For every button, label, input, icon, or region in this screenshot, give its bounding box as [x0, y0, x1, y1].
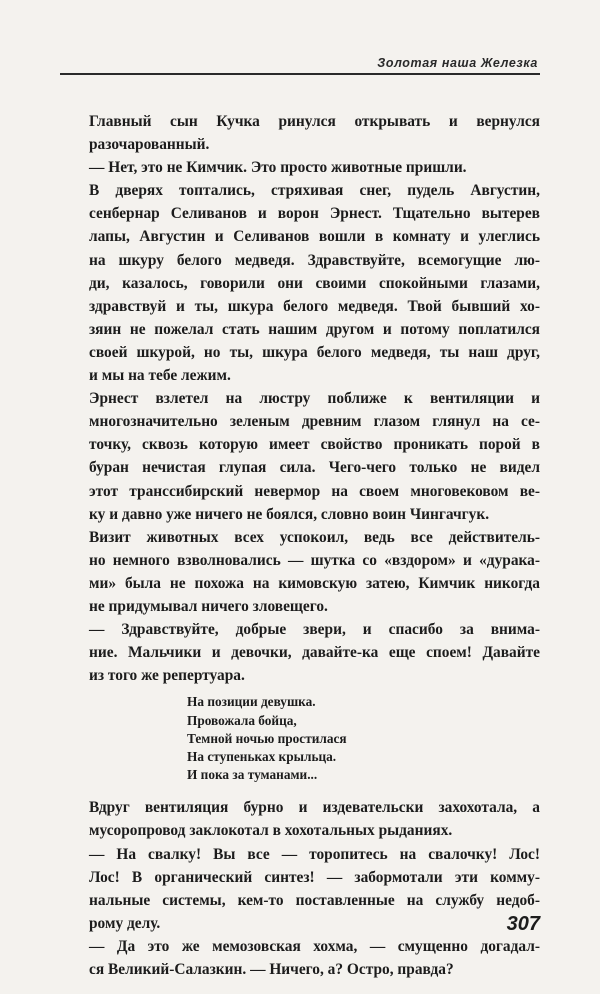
paragraph	[89, 387, 540, 526]
text-line: Главный сын Кучка ринулся открывать и вернулся	[89, 113, 540, 130]
text-line: здравствуй и ты, шкура белого медведя. Твой бывший хо-	[89, 297, 540, 315]
text-line: из того же репертуара.	[89, 667, 245, 685]
text-line: Лос! В органический синтез! — забормотали эти комму-	[89, 868, 540, 886]
text-line: разочарованный.	[89, 136, 210, 154]
paragraph	[89, 618, 540, 687]
paragraph	[89, 935, 540, 981]
text-line: своей шкурой, но ты, шкура белого медведя, ты наш друг,	[89, 343, 540, 361]
text-line: буран нечистая глупая сила. Чего-чего только не видел	[89, 459, 540, 477]
text-line: ку и давно уже ничего не боялся, словно воин Чингачгук.	[89, 505, 490, 523]
poem-line: На позиции девушка.	[187, 694, 316, 710]
text-line: — Здравствуйте, добрые звери, и спасибо за внима-	[89, 621, 540, 639]
text-line: мусоропровод заклокотал в хохотальных рыданиях.	[89, 822, 453, 840]
text-line: не придумывал ничего зловещего.	[89, 597, 328, 615]
text-line: этот транссибирский невермор на своем многовековом ве-	[89, 482, 540, 500]
text-line: лапы, Августин и Селиванов вошли в комнату и улеглись	[89, 228, 540, 246]
poem-line: На ступеньках крыльца.	[187, 748, 337, 764]
text-line: ние. Мальчики и девочки, давайте-ка еще споем! Давайте	[89, 644, 540, 662]
text-line: Эрнест взлетел на люстру поближе к вентиляции и	[89, 390, 540, 408]
text-line: Визит животных всех успокоил, ведь все действитель-	[89, 528, 540, 546]
text-line: и мы на тебе лежим.	[89, 367, 231, 385]
text-line: — Да это же мемозовская хохма, — смущенно догадал-	[89, 937, 540, 955]
header-rule	[60, 73, 540, 75]
text-line: но немного взволновались — шутка со «вздором» и «дурака-	[89, 551, 540, 569]
poem-block	[187, 693, 540, 784]
text-line: ди, казалось, говорили они своими спокойными глазами,	[89, 274, 540, 292]
paragraph	[89, 843, 540, 935]
text-line: сенбернар Селиванов и ворон Эрнест. Тщательно вытерев	[89, 205, 540, 223]
paragraph	[89, 156, 540, 179]
running-title: Золотая наша Железка	[377, 56, 538, 70]
page-number: 307	[506, 913, 540, 935]
text-line: ся Великий-Салазкин. — Ничего, а? Остро, правда?	[89, 961, 454, 979]
text-line: на шкуру белого медведя. Здравствуйте, всемогущие лю-	[89, 251, 540, 269]
poem-line: Провожала бойца,	[187, 712, 297, 728]
text-line: нальные системы, кем-то поставленные на службу недоб-	[89, 891, 540, 909]
text-line: многозначительно зеленым древним глазом глянул на се-	[89, 413, 540, 431]
paragraph	[89, 796, 540, 842]
text-line: В дверях топтались, стряхивая снег, пудель Августин,	[89, 182, 540, 200]
text-line: зяин не пожелал стать нашим другом и потому поплатился	[89, 320, 540, 338]
text-line: — Нет, это не Кимчик. Это просто животные пришли.	[89, 159, 467, 177]
poem-line: И пока за туманами...	[187, 767, 318, 783]
paragraph	[89, 526, 540, 618]
text-line: Вдруг вентиляция бурно и издевательски захохотала, а	[89, 799, 540, 817]
paragraph	[89, 179, 540, 387]
text-line: — На свалку! Вы все — торопитесь на свалочку! Лос!	[89, 845, 540, 863]
body-text	[89, 110, 540, 981]
paragraph	[89, 110, 540, 156]
text-line: точку, сквозь которую имеет свойство проникать порой в	[89, 436, 540, 454]
text-line: ми» была не похожа на кимовскую затею, Кимчик никогда	[89, 574, 540, 592]
text-line: рому делу.	[89, 914, 161, 932]
poem-line: Темной ночью простилася	[187, 730, 347, 746]
